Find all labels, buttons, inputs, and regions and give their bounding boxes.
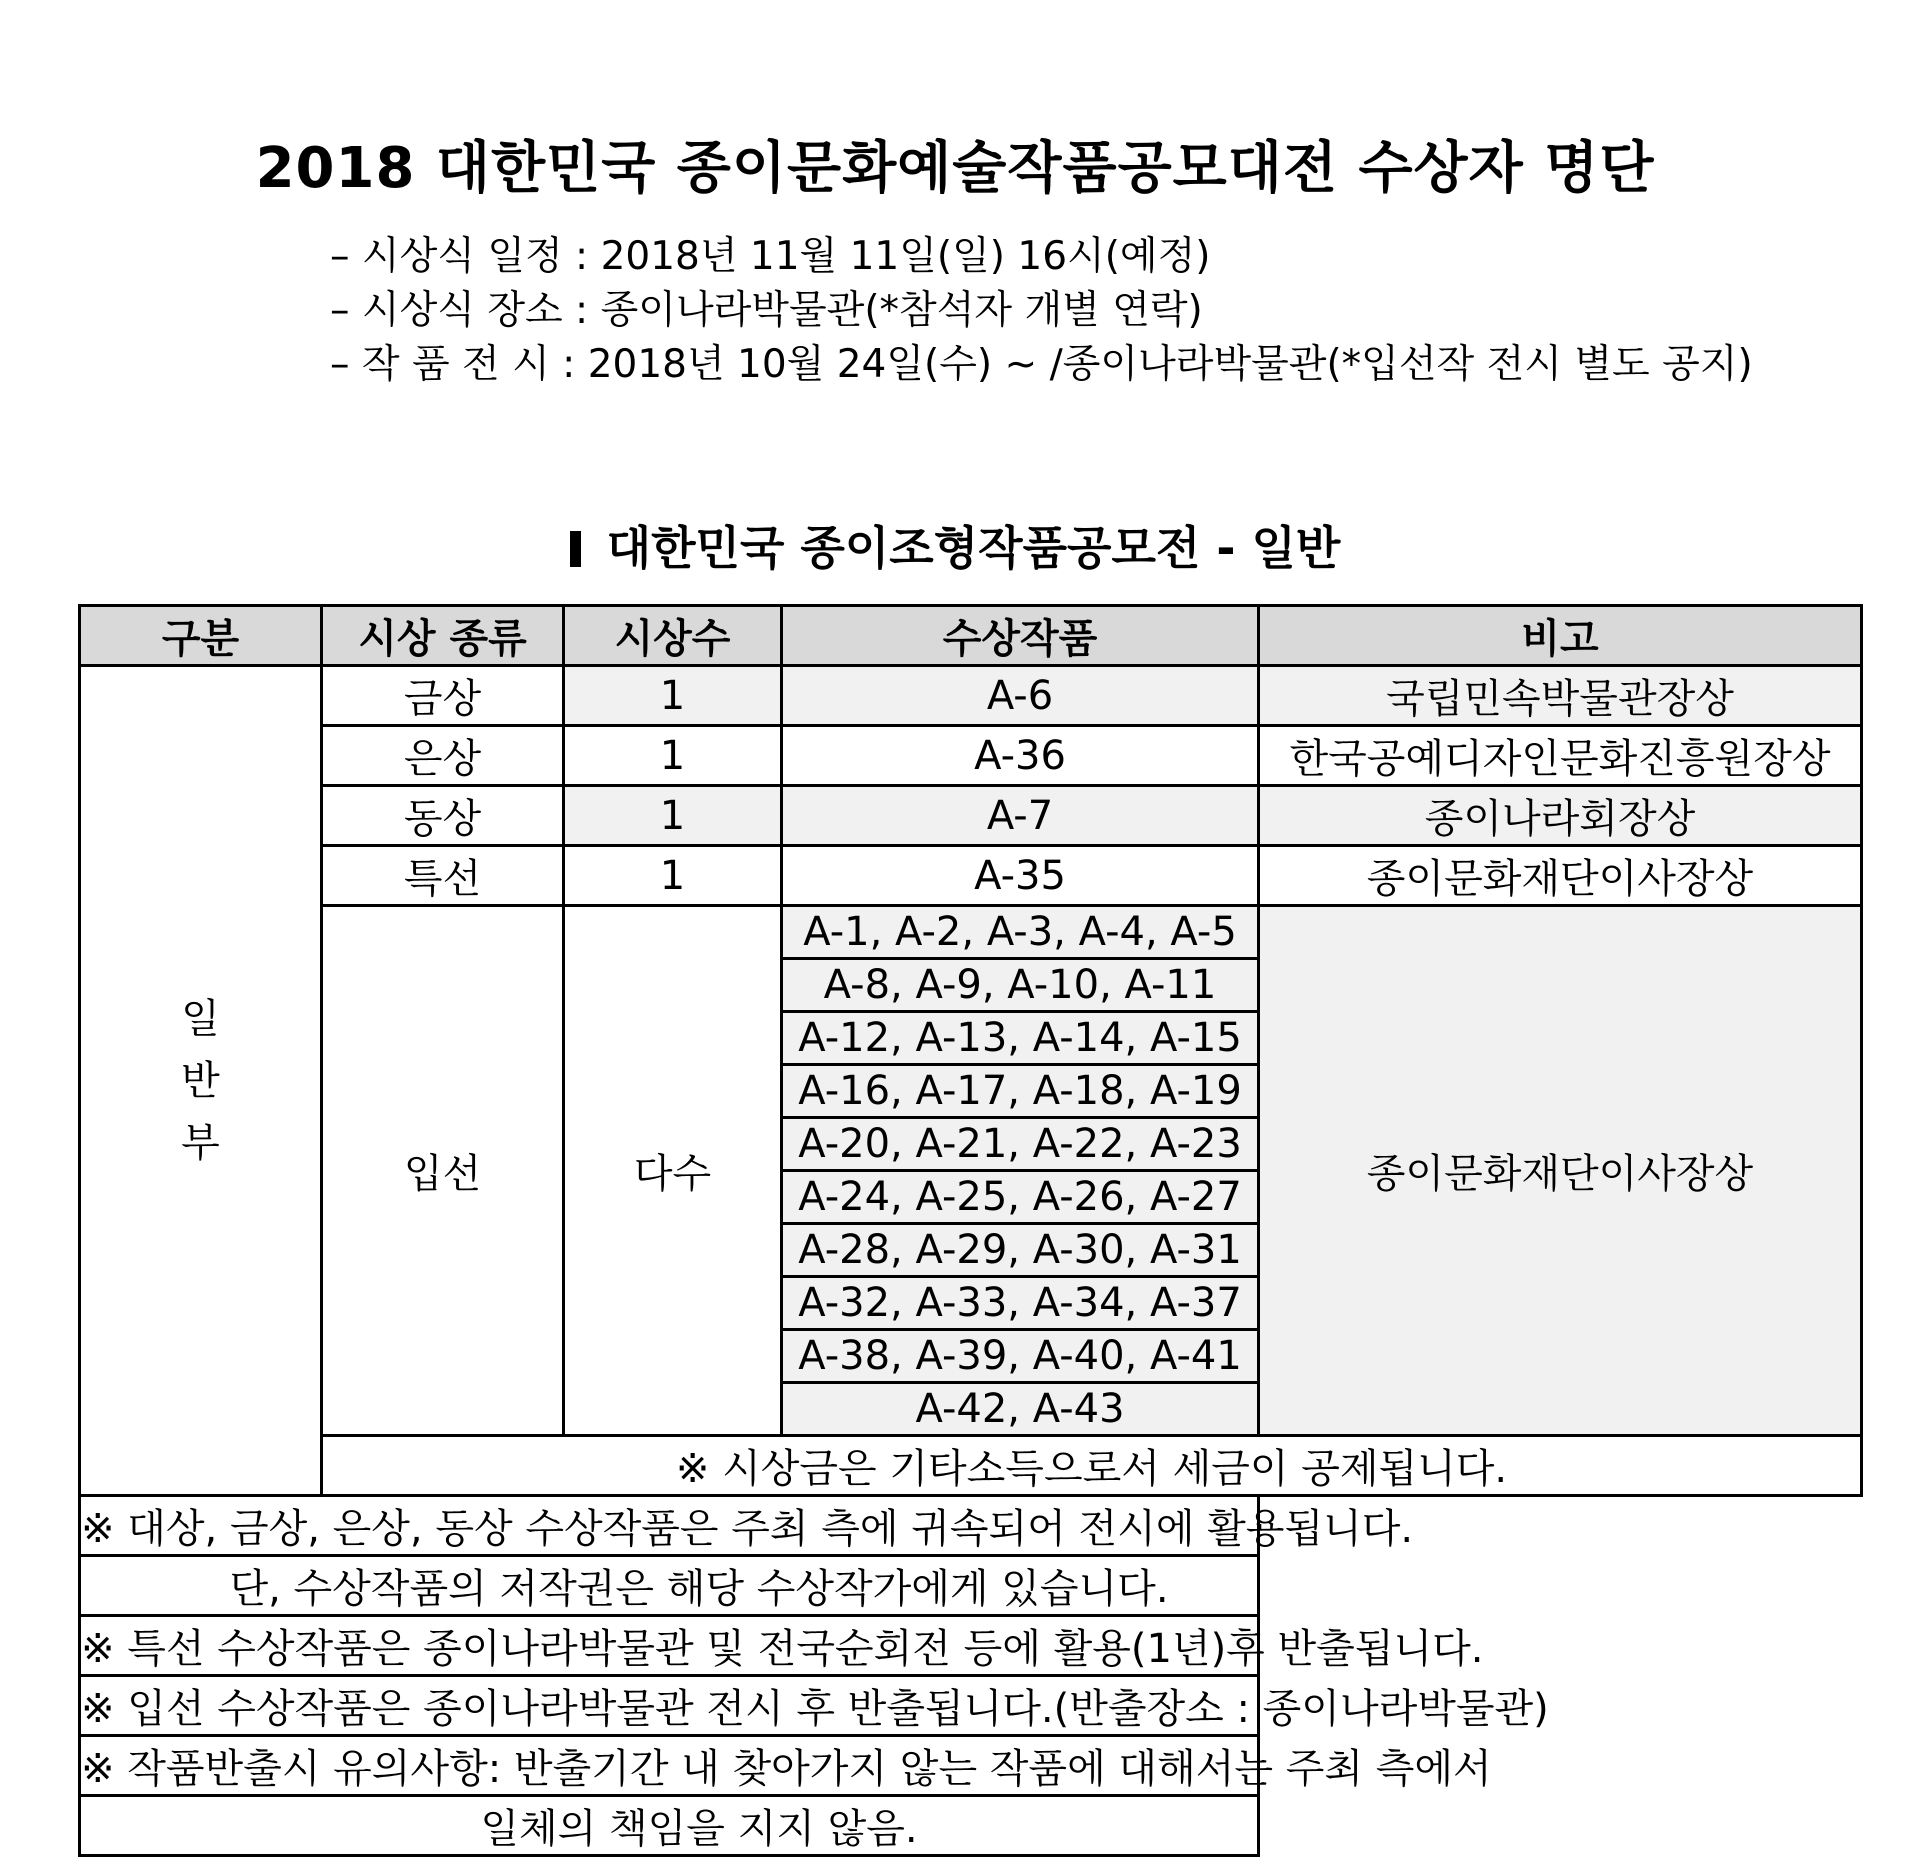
winning-work: A-36 bbox=[782, 726, 1259, 786]
note-ownership: ※ 대상, 금상, 은상, 동상 수상작품은 주최 측에 귀속되어 전시에 활용됩니다. bbox=[80, 1496, 1259, 1556]
winning-works-group: A-24, A-25, A-26, A-27 bbox=[782, 1171, 1259, 1224]
section-bar-icon bbox=[570, 531, 581, 567]
table-row bbox=[80, 786, 1862, 846]
note-row bbox=[80, 1796, 1862, 1856]
note-row bbox=[80, 1436, 1862, 1496]
table-header-row bbox=[80, 606, 1862, 666]
note-row bbox=[80, 1496, 1862, 1556]
award-type: 특선 bbox=[322, 846, 564, 906]
table-row bbox=[80, 906, 1862, 959]
ceremony-schedule: – 시상식 일정 : 2018년 11월 11일(일) 16시(예정) bbox=[330, 234, 1211, 279]
note-tax: ※ 시상금은 기타소득으로서 세금이 공제됩니다. bbox=[322, 1436, 1862, 1496]
award-count: 1 bbox=[564, 786, 782, 846]
header-winning-works: 수상작품 bbox=[782, 606, 1259, 666]
header-remarks: 비고 bbox=[1259, 606, 1862, 666]
awards-table bbox=[78, 604, 1863, 1857]
section-title bbox=[0, 512, 1910, 578]
group-label: 일 반 부 bbox=[80, 666, 322, 1496]
header-award-count: 시상수 bbox=[564, 606, 782, 666]
note-return-caution: ※ 작품반출시 유의사항: 반출기간 내 찾아가지 않는 작품에 대해서는 주최 측에서 bbox=[80, 1736, 1259, 1796]
remark: 국립민속박물관장상 bbox=[1259, 666, 1862, 726]
remark: 종이문화재단이사장상 bbox=[1259, 906, 1862, 1436]
winning-works-group: A-38, A-39, A-40, A-41 bbox=[782, 1330, 1259, 1383]
ceremony-venue: – 시상식 장소 : 종이나라박물관(*참석자 개별 연락) bbox=[330, 288, 1203, 333]
remark: 한국공예디자인문화진흥원장상 bbox=[1259, 726, 1862, 786]
note-liability: 일체의 책임을 지지 않음. bbox=[80, 1796, 1259, 1856]
note-special: ※ 특선 수상작품은 종이나라박물관 및 전국순회전 등에 활용(1년)후 반출됩니다. bbox=[80, 1616, 1259, 1676]
table-row bbox=[80, 666, 1862, 726]
award-type: 금상 bbox=[322, 666, 564, 726]
exhibition-info: – 작 품 전 시 : 2018년 10월 24일(수) ~ /종이나라박물관(*입선작 전시 별도 공지) bbox=[330, 342, 1753, 387]
winning-work: A-35 bbox=[782, 846, 1259, 906]
event-info bbox=[330, 230, 1753, 392]
note-copyright: 단, 수상작품의 저작권은 해당 수상작가에게 있습니다. bbox=[80, 1556, 1259, 1616]
winning-work: A-7 bbox=[782, 786, 1259, 846]
winning-works-group: A-28, A-29, A-30, A-31 bbox=[782, 1224, 1259, 1277]
winning-works-group: A-32, A-33, A-34, A-37 bbox=[782, 1277, 1259, 1330]
header-award-type: 시상 종류 bbox=[322, 606, 564, 666]
award-type: 입선 bbox=[322, 906, 564, 1436]
winning-works-group: A-12, A-13, A-14, A-15 bbox=[782, 1012, 1259, 1065]
award-count: 1 bbox=[564, 726, 782, 786]
note-row bbox=[80, 1556, 1862, 1616]
winning-work: A-6 bbox=[782, 666, 1259, 726]
winning-works-group: A-16, A-17, A-18, A-19 bbox=[782, 1065, 1259, 1118]
award-type: 동상 bbox=[322, 786, 564, 846]
winning-works-group: A-1, A-2, A-3, A-4, A-5 bbox=[782, 906, 1259, 959]
header-category: 구분 bbox=[80, 606, 322, 666]
note-row bbox=[80, 1676, 1862, 1736]
document-title: 2018 대한민국 종이문화예술작품공모대전 수상자 명단 bbox=[255, 136, 1655, 201]
winning-works-group: A-8, A-9, A-10, A-11 bbox=[782, 959, 1259, 1012]
remark: 종이문화재단이사장상 bbox=[1259, 846, 1862, 906]
award-count: 다수 bbox=[564, 906, 782, 1436]
winning-works-group: A-20, A-21, A-22, A-23 bbox=[782, 1118, 1259, 1171]
award-count: 1 bbox=[564, 846, 782, 906]
note-row bbox=[80, 1736, 1862, 1796]
section-title-text: 대한민국 종이조형작품공모전 - 일반 bbox=[606, 521, 1341, 575]
award-type: 은상 bbox=[322, 726, 564, 786]
award-count: 1 bbox=[564, 666, 782, 726]
table-row bbox=[80, 846, 1862, 906]
table-row bbox=[80, 726, 1862, 786]
note-row bbox=[80, 1616, 1862, 1676]
note-honorable: ※ 입선 수상작품은 종이나라박물관 전시 후 반출됩니다.(반출장소 : 종이나라박물관) bbox=[80, 1676, 1259, 1736]
remark: 종이나라회장상 bbox=[1259, 786, 1862, 846]
winning-works-group: A-42, A-43 bbox=[782, 1383, 1259, 1436]
